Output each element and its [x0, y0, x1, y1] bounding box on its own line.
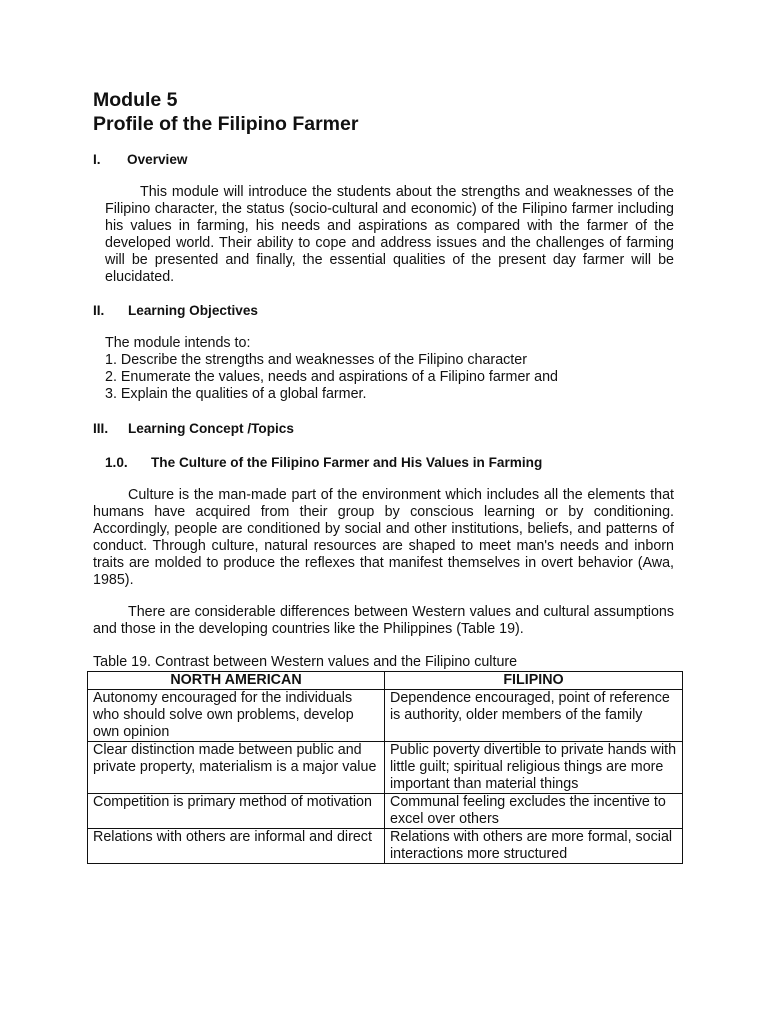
subsection-heading-text: The Culture of the Filipino Farmer and His Values in Farming [151, 455, 543, 470]
objective-item: 3. Explain the qualities of a global farmer. [105, 386, 367, 402]
objective-item: 1. Describe the strengths and weaknesses of the Filipino character [105, 352, 527, 368]
objectives-number: II. [93, 303, 105, 318]
filipino-cell: Communal feeling excludes the incentive to excel over others [385, 794, 683, 829]
contrast-table [87, 671, 683, 864]
column-header-filipino: FILIPINO [385, 672, 683, 690]
module-title: Profile of the Filipino Farmer [93, 113, 359, 135]
column-header-north-american: NORTH AMERICAN [88, 672, 385, 690]
overview-heading-text: Overview [127, 152, 188, 167]
filipino-cell: Dependence encouraged, point of reference is authority, older members of the family [385, 690, 683, 742]
table-row [88, 829, 683, 864]
objectives-intro: The module intends to: [105, 335, 251, 351]
table-caption: Table 19. Contrast between Western values and the Filipino culture [93, 654, 518, 670]
differences-paragraph: There are considerable differences between Western values and cultural assumptions and those in the developing countries like the Philippines (Table 19). [93, 604, 674, 637]
table-row [88, 690, 683, 742]
overview-paragraph: This module will introduce the students about the strengths and weaknesses of the Filipino character, the status (socio-cultural and economic) of the Filipino farmer including his values in farming, his needs and aspirations as compared with the farmer of the developed world. Their ability to cope and address issues and the challenges of farming will be presented and finally, the essential qualities of the present day farmer will be elucidated. [105, 184, 674, 285]
subsection-heading [105, 455, 542, 471]
objectives-heading-text: Learning Objectives [128, 303, 258, 318]
objective-item: 2. Enumerate the values, needs and aspirations of a Filipino farmer and [105, 369, 558, 385]
north-american-cell: Autonomy encouraged for the individuals who should solve own problems, develop own opinion [88, 690, 385, 742]
table-row [88, 742, 683, 794]
north-american-cell: Competition is primary method of motivation [88, 794, 385, 829]
filipino-cell: Public poverty divertible to private hands with little guilt; spiritual religious things are more important than material things [385, 742, 683, 794]
overview-number: I. [93, 152, 101, 167]
objectives-heading [93, 303, 258, 319]
concepts-number: III. [93, 421, 109, 436]
filipino-cell: Relations with others are more formal, social interactions more structured [385, 829, 683, 864]
subsection-number: 1.0. [105, 455, 128, 470]
north-american-cell: Relations with others are informal and direct [88, 829, 385, 864]
north-american-cell: Clear distinction made between public and private property, materialism is a major value [88, 742, 385, 794]
module-number: Module 5 [93, 89, 178, 111]
table-row [88, 794, 683, 829]
culture-paragraph: Culture is the man-made part of the environment which includes all the elements that humans have acquired from their group by conscious learning or by conditioning. Accordingly, people are conditioned by social and other institutions, beliefs, and patterns of conduct. Through culture, natural resources are shaped to meet man's needs and inborn traits are molded to produce the reflexes that manifest themselves in overt behavior (Awa, 1985). [93, 487, 674, 588]
concepts-heading [93, 421, 294, 437]
concepts-heading-text: Learning Concept /Topics [128, 421, 294, 436]
table-header-row [88, 672, 683, 690]
overview-heading [93, 152, 187, 168]
